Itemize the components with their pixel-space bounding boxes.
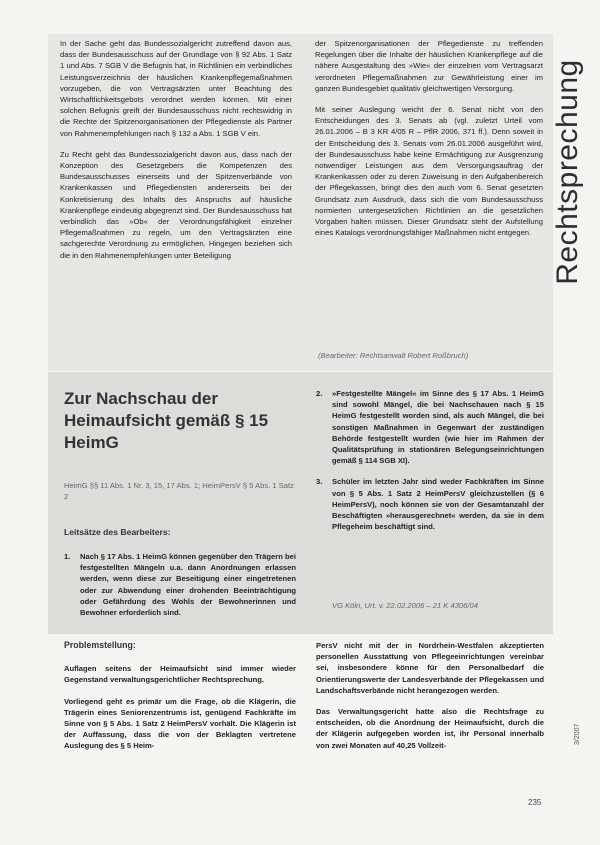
item-text: »Festgestellte Mängel« im Sinne des § 17 Abs. 1 HeimG sind sowohl Mängel, die bei Nachschauen nach § 15 HeimG festgestellt worden sind, als auch Mängel, die bei sonstigen Maßnahmen in Gegenwart der zuständigen Behörde festgestellt wurden (wie hier im Rahmen der Qualitätsprüfung in stationären Belegungseinrichtungen gemäß § 114 SGB XI). [332, 389, 544, 466]
list-item [64, 551, 296, 618]
paragraph: In der Sache geht das Bundessozialgericht zutreffend davon aus, dass der Bundesausschuss auf der Grundlage von § 92 Abs. 1 Satz 1 und Abs. 7 SGB V die Befugnis hat, in Richtlinien ein verbindliches Leistungsverzeichnis der häuslichen Krankenpflegemaßnahmen vorzugeben, die von Vertragsärzten unter Beachtung des Wirtschaftlichkeitsgebots verordnet werden können. Mit einer solchen Befugnis greift der Bundesausschuss nicht rechtswidrig in die Rechte der Spitzenorganisationen der Pflegedienste als Partner von Rahmenempfehlungen nach § 132 a Abs. 1 SGB V ein. [60, 39, 292, 138]
paragraph: Mit seiner Auslegung weicht der 6. Senat nicht von den Entscheidungen des 3. Senats ab (vgl. zuletzt Urteil vom 26.01.2006 – B 3 KR 4/05 R – PflR 2006, 371 ff.). Denn soweit in der Entscheidung des 3. Senats vom 26.01.2006 ausgeführt wird, der Bundesausschuss habe keine Ermächtigung zur Ausgrenzung notwendiger Leistungen aus dem Versorgungsauftrag der Krankenkassen oder zu deren Zuweisung in den Aufgabenbereich der Pflegekassen, bringt dies den auch vom 6. Senat gesetzten Grundsatz zum Ausdruck, dass sich die vom Bundesausschuss normierten untergesetzlichen Richtlinien an die gesetzlichen Vorgaben halten müssen. Dieser Grundsatz steht der Aufstellung eines Katalogs verordnungsfähiger Maßnahmen nicht entgegen. [315, 105, 543, 238]
paragraph: Zu Recht geht das Bundessozialgericht davon aus, dass nach der Konzeption des Gesetzgebers die Kompetenzen des Bundesausschusses einerseits und der Spitzenverbände von Krankenkassen und Pflegediensten andererseits bei der Konkretisierung des Inhalts des Anspruchs auf häusliche Krankenpflege eindeutig abgegrenzt sind. Der Bundesausschuss hat verbindlich das »Ob« der Verordnungsfähigkeit einzelner Pflegemaßnahmen zu regeln, um den Vertragsärzten eine sachgerechte Verordnung zu ermöglichen. Hingegen beziehen sich die in den Rahmenempfehlungen unter Beteiligung [60, 149, 292, 260]
bottom-right-column [316, 640, 544, 761]
guiding-principles-heading: Leitsätze des Bearbeiters: [64, 527, 171, 537]
paragraph: Das Verwaltungsgericht hatte also die Rechtsfrage zu entscheiden, ob die Anordnung der Heimaufsicht, durch die der Klägerin aufgegeben worden ist, ihr Personal innerhalb von zwei Monaten auf 40,25 Vollzeit- [316, 707, 544, 750]
statute-citation: HeimG §§ 11 Abs. 1 Nr. 3, 15, 17 Abs. 1; HeimPersV § 5 Abs. 1 Satz 2 [64, 481, 294, 501]
item-text: Schüler im letzten Jahr sind weder Fachkräften im Sinne von § 5 Abs. 1 Satz 2 HeimPersV gleichzustellen (§ 6 HeimPersV), noch können sie von der Gesamtanzahl der Beschäftigten »herausgerechnet« werden, da sie in dem Pflegeheim beschäftigt sind. [332, 477, 544, 532]
paragraph: Auflagen seitens der Heimaufsicht sind immer wieder Gegenstand verwaltungsgerichtlicher Rechtsprechung. [64, 664, 296, 685]
section-label: Rechtsprechung [551, 59, 584, 285]
principles-list-right [316, 388, 544, 542]
issue-note: 3/2007 [574, 723, 581, 745]
principles-list-left [64, 551, 296, 629]
top-right-column [315, 38, 543, 248]
list-item [316, 388, 544, 466]
item-number: 1. [64, 552, 71, 561]
paragraph: PersV nicht mit der in Nordrhein-Westfalen akzeptierten personellen Ausstattung von Pflegeeinrichtungen vereinbar sei, insbesondere könne für den Personalbedarf die Orientierungswerte der Landesverbände der Pflegekassen und Landschaftsverbände nicht herangezogen werden. [316, 641, 544, 695]
section-sidebar [548, 42, 588, 302]
problem-heading: Problemstellung: [64, 640, 136, 650]
paragraph: Vorliegend geht es primär um die Frage, ob die Klägerin, die Trägerin eines Seniorenzentrums ist, genügend Fachkräfte im Sinne von § 5 Abs. 1 Satz 2 HeimPersV vorhält. Die Klägerin ist der Auffassung, dass die von der Beklagten vertretene Auslegung des § 5 Heim- [64, 696, 296, 751]
editor-attribution: (Bearbeiter: Rechtsanwalt Robert Roßbruch) [318, 351, 469, 360]
list-item [316, 476, 544, 532]
item-number: 3. [316, 477, 323, 487]
court-citation: VG Köln, Urt. v. 22.02.2006 – 21 K 4306/04 [332, 601, 478, 610]
paragraph: der Spitzenorganisationen der Pflegedienste zu treffenden Regelungen über die Inhalte der häuslichen Krankenpflege auf die nähere Ausgestaltung des »Wie« der einzelnen vom Vertragsarzt verordneten Pflegemaßnahmen zur Gewährleistung einer im ganzen Bundesgebiet qualitativ gleichwertigen Versorgung. [315, 39, 543, 93]
page-number: 235 [528, 798, 542, 807]
bottom-left-column [64, 640, 296, 762]
item-number: 2. [316, 389, 323, 398]
item-text: Nach § 17 Abs. 1 HeimG können gegenüber den Trägern bei festgestellten Mängeln u.a. dann Anordnungen erlassen werden, wenn diese zur Beseitigung einer eingetretenen oder zur Abwendung einer drohenden Beeinträchtigung oder Gefährdung des Wohls der Bewohnerinnen und Bewohner erforderlich sind. [80, 552, 296, 618]
top-left-column [60, 38, 292, 271]
case-title: Zur Nachschau der Heimaufsicht gemäß § 15 HeimG [64, 389, 269, 452]
